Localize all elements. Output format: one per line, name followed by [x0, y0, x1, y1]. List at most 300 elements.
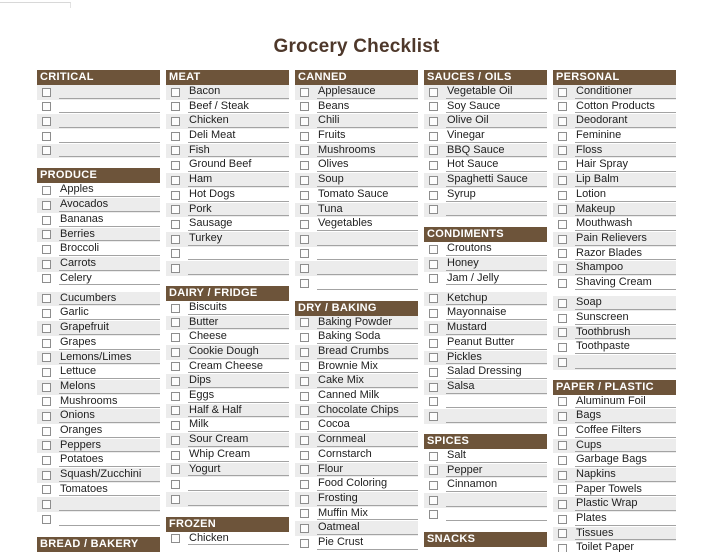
- item-checkbox[interactable]: [558, 132, 567, 141]
- item-checkbox[interactable]: [171, 102, 180, 111]
- item-checkbox[interactable]: [300, 539, 309, 548]
- item-label: Baking Soda: [317, 330, 418, 344]
- item-checkbox[interactable]: [171, 205, 180, 214]
- item-label: Spaghetti Sauce: [446, 173, 547, 187]
- checklist-row: [37, 321, 160, 336]
- item-label: Lettuce: [59, 365, 160, 379]
- checklist-row: [553, 468, 676, 483]
- checklist-row: [37, 424, 160, 439]
- item-checkbox[interactable]: [429, 260, 438, 269]
- item-write-in-line: [188, 477, 289, 491]
- checklist-row: [37, 395, 160, 410]
- item-checkbox[interactable]: [429, 339, 438, 348]
- checklist-row: [553, 340, 676, 355]
- item-checkbox[interactable]: [429, 324, 438, 333]
- item-checkbox[interactable]: [429, 368, 438, 377]
- item-checkbox[interactable]: [429, 412, 438, 421]
- item-label: Salad Dressing: [446, 365, 547, 379]
- item-label: Frosting: [317, 492, 418, 506]
- item-checkbox[interactable]: [300, 161, 309, 170]
- item-label: Celery: [59, 272, 160, 286]
- item-checkbox[interactable]: [558, 412, 567, 421]
- item-label: Chicken: [188, 532, 289, 546]
- item-label: Paper Towels: [575, 483, 676, 497]
- item-checkbox[interactable]: [429, 353, 438, 362]
- item-label: Bananas: [59, 213, 160, 227]
- item-label: Ketchup: [446, 292, 547, 306]
- checklist-row: [553, 311, 676, 326]
- item-checkbox[interactable]: [42, 102, 51, 111]
- item-checkbox[interactable]: [171, 146, 180, 155]
- checklist-row: [166, 418, 289, 433]
- item-label: Apples: [59, 183, 160, 197]
- checklist-row: [166, 463, 289, 478]
- item-checkbox[interactable]: [300, 436, 309, 445]
- item-checkbox[interactable]: [171, 392, 180, 401]
- item-checkbox[interactable]: [300, 509, 309, 518]
- item-label: Tomato Sauce: [317, 188, 418, 202]
- section-header-personal: PERSONAL: [553, 70, 676, 85]
- section-sauces-oils: [424, 70, 547, 217]
- checklist-row: [295, 433, 418, 448]
- item-checkbox[interactable]: [429, 191, 438, 200]
- checklist-row: [166, 144, 289, 159]
- item-label: Beef / Steak: [188, 100, 289, 114]
- item-write-in-line: [317, 247, 418, 261]
- item-checkbox[interactable]: [558, 500, 567, 509]
- item-checkbox[interactable]: [42, 515, 51, 524]
- item-checkbox[interactable]: [558, 328, 567, 337]
- checklist-row: [553, 541, 676, 552]
- item-checkbox[interactable]: [42, 412, 51, 421]
- checklist-row: [37, 213, 160, 228]
- item-checkbox[interactable]: [171, 495, 180, 504]
- item-checkbox[interactable]: [300, 465, 309, 474]
- item-label: Oatmeal: [317, 521, 418, 535]
- item-write-in-line: [59, 144, 160, 158]
- item-checkbox[interactable]: [42, 368, 51, 377]
- item-checkbox[interactable]: [171, 304, 180, 313]
- checklist-columns: [37, 70, 676, 552]
- item-checkbox[interactable]: [429, 383, 438, 392]
- checklist-row: [37, 380, 160, 395]
- checklist-row: [553, 114, 676, 129]
- item-checkbox[interactable]: [558, 279, 567, 288]
- item-checkbox[interactable]: [171, 318, 180, 327]
- item-checkbox[interactable]: [42, 132, 51, 141]
- checklist-row: [166, 158, 289, 173]
- checklist-row: [424, 158, 547, 173]
- checklist-row: [553, 129, 676, 144]
- item-label: Cotton Products: [575, 100, 676, 114]
- item-checkbox[interactable]: [558, 441, 567, 450]
- item-checkbox[interactable]: [300, 146, 309, 155]
- item-checkbox[interactable]: [171, 465, 180, 474]
- checklist-row: [553, 512, 676, 527]
- checklist-row: [37, 483, 160, 498]
- item-checkbox[interactable]: [300, 88, 309, 97]
- item-checkbox[interactable]: [558, 205, 567, 214]
- item-checkbox[interactable]: [558, 427, 567, 436]
- checklist-row: [166, 217, 289, 232]
- checklist-row: [295, 418, 418, 433]
- checklist-row: [166, 114, 289, 129]
- checklist-row: [166, 85, 289, 100]
- item-checkbox[interactable]: [558, 397, 567, 406]
- checklist-row: [37, 228, 160, 243]
- item-checkbox[interactable]: [42, 201, 51, 210]
- item-checkbox[interactable]: [42, 88, 51, 97]
- item-checkbox[interactable]: [171, 161, 180, 170]
- item-checkbox[interactable]: [558, 102, 567, 111]
- item-label: Pain Relievers: [575, 232, 676, 246]
- item-checkbox[interactable]: [171, 348, 180, 357]
- checklist-row: [295, 129, 418, 144]
- item-checkbox[interactable]: [558, 358, 567, 367]
- item-label: Cinnamon: [446, 478, 547, 492]
- item-checkbox[interactable]: [300, 392, 309, 401]
- item-checkbox[interactable]: [429, 146, 438, 155]
- item-label: BBQ Sauce: [446, 144, 547, 158]
- item-label: Plastic Wrap: [575, 497, 676, 511]
- checklist-row: [166, 316, 289, 331]
- checklist-row-blank: [37, 497, 160, 512]
- item-label: Brownie Mix: [317, 360, 418, 374]
- item-checkbox[interactable]: [171, 176, 180, 185]
- item-checkbox[interactable]: [42, 274, 51, 283]
- item-write-in-line: [317, 261, 418, 275]
- item-checkbox[interactable]: [42, 216, 51, 225]
- item-label: Food Coloring: [317, 477, 418, 491]
- item-checkbox[interactable]: [558, 191, 567, 200]
- item-checkbox[interactable]: [42, 353, 51, 362]
- item-label: Salsa: [446, 380, 547, 394]
- item-label: Cookie Dough: [188, 345, 289, 359]
- item-checkbox[interactable]: [171, 480, 180, 489]
- item-label: Cocoa: [317, 418, 418, 432]
- item-label: Hair Spray: [575, 158, 676, 172]
- item-label: Olives: [317, 158, 418, 172]
- item-label: Flour: [317, 463, 418, 477]
- item-checkbox[interactable]: [558, 88, 567, 97]
- item-checkbox[interactable]: [558, 264, 567, 273]
- item-checkbox[interactable]: [429, 117, 438, 126]
- item-label: Garbage Bags: [575, 453, 676, 467]
- section-header-critical: CRITICAL: [37, 70, 160, 85]
- item-checkbox[interactable]: [558, 343, 567, 352]
- item-label: Eggs: [188, 389, 289, 403]
- item-checkbox[interactable]: [429, 496, 438, 505]
- item-checkbox[interactable]: [558, 117, 567, 126]
- checklist-row-blank: [166, 261, 289, 276]
- checklist-row: [166, 188, 289, 203]
- checklist-row: [424, 449, 547, 464]
- item-checkbox[interactable]: [300, 279, 309, 288]
- item-checkbox[interactable]: [300, 132, 309, 141]
- item-checkbox[interactable]: [42, 309, 51, 318]
- item-label: Deodorant: [575, 114, 676, 128]
- item-checkbox[interactable]: [300, 318, 309, 327]
- item-checkbox[interactable]: [171, 421, 180, 430]
- item-write-in-line: [59, 497, 160, 511]
- item-checkbox[interactable]: [42, 117, 51, 126]
- item-checkbox[interactable]: [429, 88, 438, 97]
- item-checkbox[interactable]: [42, 456, 51, 465]
- section-condiments: [424, 227, 547, 424]
- item-label: Napkins: [575, 468, 676, 482]
- item-checkbox[interactable]: [558, 249, 567, 258]
- item-label: Melons: [59, 380, 160, 394]
- item-checkbox[interactable]: [300, 451, 309, 460]
- item-checkbox[interactable]: [558, 471, 567, 480]
- item-label: Vinegar: [446, 129, 547, 143]
- checklist-row: [166, 232, 289, 247]
- checklist-row: [553, 173, 676, 188]
- item-label: Oranges: [59, 424, 160, 438]
- item-checkbox[interactable]: [429, 294, 438, 303]
- item-checkbox[interactable]: [42, 260, 51, 269]
- item-checkbox[interactable]: [558, 161, 567, 170]
- item-checkbox[interactable]: [429, 481, 438, 490]
- checklist-row-blank: [37, 114, 160, 129]
- item-checkbox[interactable]: [42, 471, 51, 480]
- section-bread-bakery: [37, 537, 160, 552]
- item-label: Honey: [446, 257, 547, 271]
- item-checkbox[interactable]: [429, 452, 438, 461]
- checklist-row: [166, 203, 289, 218]
- item-label: Pepper: [446, 464, 547, 478]
- section-personal: [553, 70, 676, 370]
- checklist-row: [295, 217, 418, 232]
- checklist-row: [37, 272, 160, 287]
- item-checkbox[interactable]: [42, 146, 51, 155]
- item-label: Olive Oil: [446, 114, 547, 128]
- item-checkbox[interactable]: [300, 480, 309, 489]
- item-checkbox[interactable]: [558, 146, 567, 155]
- checklist-row-blank: [166, 492, 289, 507]
- item-checkbox[interactable]: [429, 510, 438, 519]
- item-checkbox[interactable]: [429, 245, 438, 254]
- item-checkbox[interactable]: [558, 485, 567, 494]
- item-checkbox[interactable]: [171, 451, 180, 460]
- item-checkbox[interactable]: [558, 529, 567, 538]
- item-checkbox[interactable]: [300, 102, 309, 111]
- item-checkbox[interactable]: [429, 274, 438, 283]
- item-checkbox[interactable]: [42, 186, 51, 195]
- item-checkbox[interactable]: [429, 397, 438, 406]
- checklist-row: [424, 306, 547, 321]
- item-label: Sunscreen: [575, 311, 676, 325]
- item-checkbox[interactable]: [429, 161, 438, 170]
- item-checkbox[interactable]: [429, 102, 438, 111]
- item-label: Deli Meat: [188, 129, 289, 143]
- item-checkbox[interactable]: [42, 324, 51, 333]
- item-checkbox[interactable]: [42, 485, 51, 494]
- item-checkbox[interactable]: [42, 441, 51, 450]
- item-checkbox[interactable]: [171, 88, 180, 97]
- checklist-row: [553, 527, 676, 542]
- checklist-row: [37, 336, 160, 351]
- item-checkbox[interactable]: [300, 362, 309, 371]
- item-checkbox[interactable]: [558, 314, 567, 323]
- checklist-row: [295, 203, 418, 218]
- item-write-in-line: [575, 355, 676, 369]
- item-label: Garlic: [59, 306, 160, 320]
- checklist-row-blank: [424, 409, 547, 424]
- checklist-row: [166, 173, 289, 188]
- checklist-row: [295, 507, 418, 522]
- item-checkbox[interactable]: [300, 220, 309, 229]
- item-checkbox[interactable]: [171, 220, 180, 229]
- item-label: Cake Mix: [317, 374, 418, 388]
- item-checkbox[interactable]: [300, 235, 309, 244]
- checklist-row-blank: [424, 493, 547, 508]
- item-checkbox[interactable]: [558, 176, 567, 185]
- item-checkbox[interactable]: [300, 249, 309, 258]
- item-checkbox[interactable]: [558, 515, 567, 524]
- checklist-row: [37, 183, 160, 198]
- item-label: Coffee Filters: [575, 424, 676, 438]
- item-checkbox[interactable]: [300, 421, 309, 430]
- item-checkbox[interactable]: [300, 377, 309, 386]
- item-write-in-line: [188, 247, 289, 261]
- item-checkbox[interactable]: [42, 339, 51, 348]
- checklist-row: [424, 144, 547, 159]
- item-checkbox[interactable]: [171, 264, 180, 273]
- item-checkbox[interactable]: [429, 132, 438, 141]
- item-label: Mustard: [446, 321, 547, 335]
- item-checkbox[interactable]: [300, 495, 309, 504]
- checklist-row: [553, 232, 676, 247]
- checklist-row-blank: [295, 276, 418, 291]
- item-checkbox[interactable]: [429, 309, 438, 318]
- item-checkbox[interactable]: [171, 249, 180, 258]
- item-label: Muffin Mix: [317, 507, 418, 521]
- section-header-condiments: CONDIMENTS: [424, 227, 547, 242]
- checklist-row: [37, 468, 160, 483]
- item-label: Biscuits: [188, 301, 289, 315]
- checklist-row: [166, 532, 289, 547]
- item-label: Chicken: [188, 114, 289, 128]
- checklist-row: [37, 198, 160, 213]
- item-checkbox[interactable]: [42, 294, 51, 303]
- item-label: Razor Blades: [575, 247, 676, 261]
- item-checkbox[interactable]: [42, 245, 51, 254]
- checklist-row: [295, 374, 418, 389]
- checklist-row-blank: [37, 85, 160, 100]
- item-checkbox[interactable]: [42, 230, 51, 239]
- checklist-row-blank: [553, 355, 676, 370]
- item-checkbox[interactable]: [171, 191, 180, 200]
- item-checkbox[interactable]: [171, 377, 180, 386]
- checklist-row: [553, 409, 676, 424]
- item-checkbox[interactable]: [558, 456, 567, 465]
- item-checkbox[interactable]: [171, 132, 180, 141]
- column-1: [37, 70, 160, 552]
- item-checkbox[interactable]: [300, 524, 309, 533]
- item-checkbox[interactable]: [171, 362, 180, 371]
- item-checkbox[interactable]: [300, 205, 309, 214]
- item-label: Yogurt: [188, 463, 289, 477]
- checklist-row: [37, 242, 160, 257]
- item-checkbox[interactable]: [300, 264, 309, 273]
- item-label: Cream Cheese: [188, 360, 289, 374]
- item-checkbox[interactable]: [558, 235, 567, 244]
- section-dairy-fridge: [166, 286, 289, 507]
- item-checkbox[interactable]: [42, 397, 51, 406]
- item-checkbox[interactable]: [300, 406, 309, 415]
- item-checkbox[interactable]: [558, 299, 567, 308]
- item-checkbox[interactable]: [171, 117, 180, 126]
- checklist-row: [553, 395, 676, 410]
- item-checkbox[interactable]: [558, 544, 567, 552]
- item-checkbox[interactable]: [429, 466, 438, 475]
- item-checkbox[interactable]: [429, 205, 438, 214]
- item-label: Tissues: [575, 527, 676, 541]
- checklist-row: [295, 316, 418, 331]
- item-checkbox[interactable]: [171, 534, 180, 543]
- item-checkbox[interactable]: [171, 235, 180, 244]
- item-checkbox[interactable]: [42, 383, 51, 392]
- item-label: Cucumbers: [59, 292, 160, 306]
- item-checkbox[interactable]: [300, 117, 309, 126]
- column-2: [166, 70, 289, 552]
- checklist-row: [553, 439, 676, 454]
- checklist-row: [424, 321, 547, 336]
- item-label: Ham: [188, 173, 289, 187]
- item-checkbox[interactable]: [300, 176, 309, 185]
- checklist-row: [424, 464, 547, 479]
- checklist-row: [37, 257, 160, 272]
- checklist-row: [37, 439, 160, 454]
- checklist-row-blank: [37, 144, 160, 159]
- item-write-in-line: [188, 261, 289, 275]
- item-checkbox[interactable]: [300, 348, 309, 357]
- checklist-row-blank: [166, 247, 289, 262]
- item-label: Half & Half: [188, 404, 289, 418]
- item-checkbox[interactable]: [42, 427, 51, 436]
- checklist-row-blank: [37, 512, 160, 527]
- item-checkbox[interactable]: [429, 176, 438, 185]
- checklist-row: [553, 497, 676, 512]
- item-checkbox[interactable]: [171, 406, 180, 415]
- item-label: Toilet Paper: [575, 541, 676, 552]
- item-checkbox[interactable]: [171, 333, 180, 342]
- item-label: Cornmeal: [317, 433, 418, 447]
- section-header-dairy-fridge: DAIRY / FRIDGE: [166, 286, 289, 301]
- section-header-spices: SPICES: [424, 434, 547, 449]
- checklist-row: [553, 296, 676, 311]
- checklist-row: [424, 242, 547, 257]
- item-write-in-line: [446, 395, 547, 409]
- item-label: Tuna: [317, 203, 418, 217]
- item-checkbox[interactable]: [300, 333, 309, 342]
- item-checkbox[interactable]: [300, 191, 309, 200]
- checklist-row-blank: [295, 247, 418, 262]
- section-frozen: [166, 517, 289, 547]
- item-label: Mushrooms: [59, 395, 160, 409]
- checklist-row-blank: [166, 477, 289, 492]
- section-spices: [424, 434, 547, 522]
- checklist-row: [295, 360, 418, 375]
- item-checkbox[interactable]: [171, 436, 180, 445]
- item-checkbox[interactable]: [42, 500, 51, 509]
- item-label: Bags: [575, 409, 676, 423]
- item-checkbox[interactable]: [558, 220, 567, 229]
- checklist-row: [553, 188, 676, 203]
- item-label: Broccoli: [59, 242, 160, 256]
- checklist-row: [295, 345, 418, 360]
